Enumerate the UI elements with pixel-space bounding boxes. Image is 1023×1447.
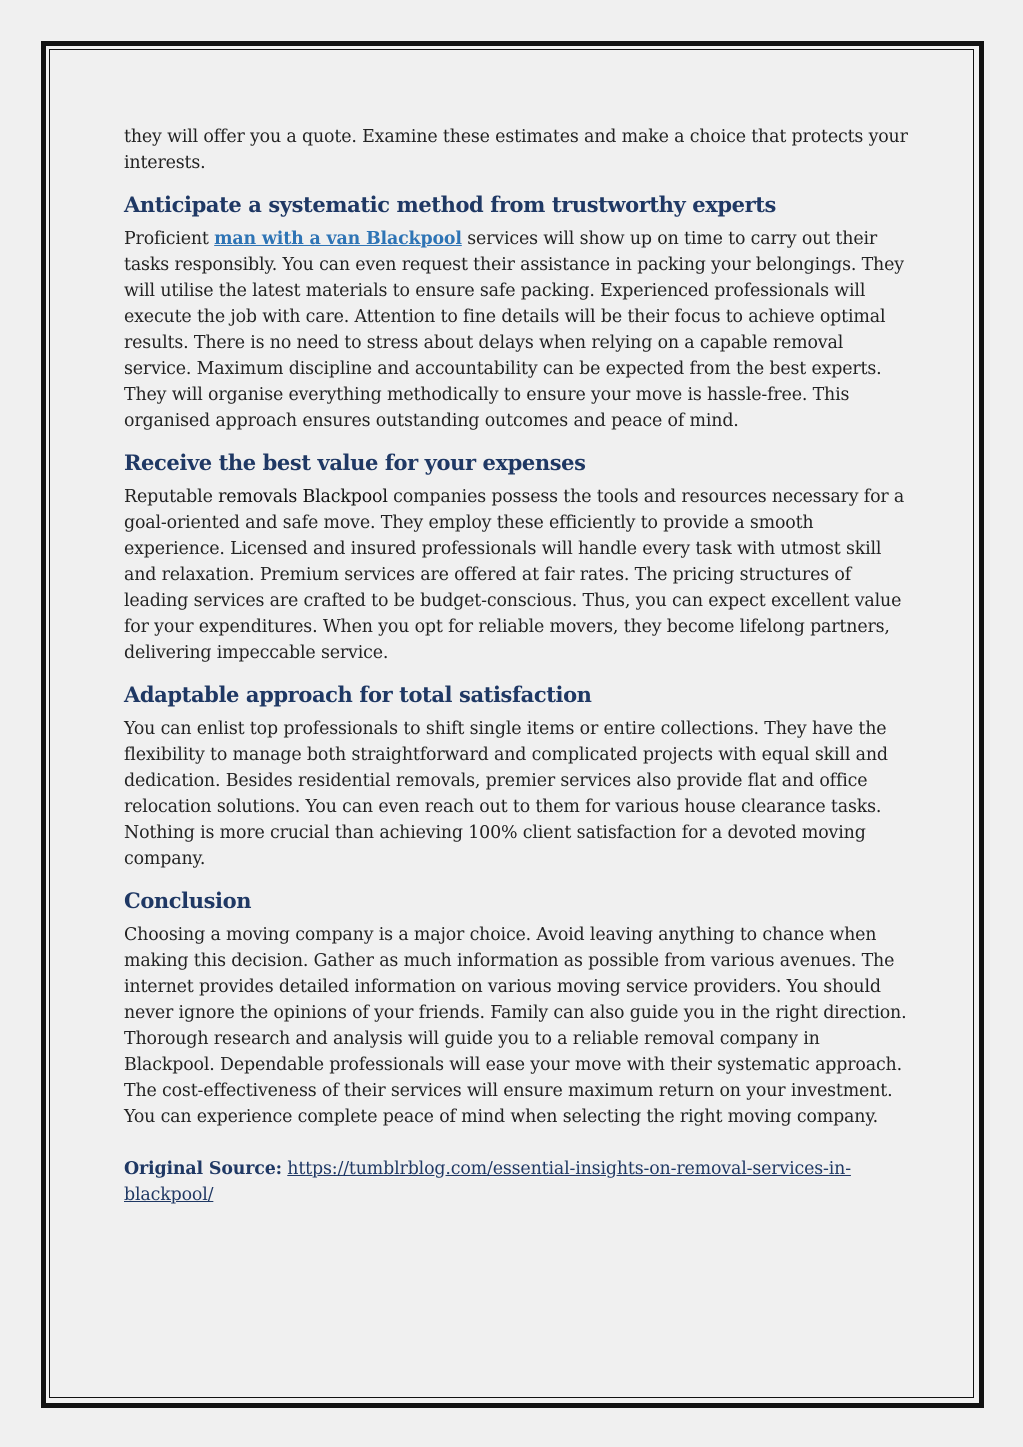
original-source-link[interactable]: https://tumblrblog.com/essential-insights-on-removal-services-in-blackpool/: [124, 1159, 851, 1205]
paragraph-lead-text: Proficient: [124, 229, 215, 249]
section-heading-best-value: Receive the best value for your expenses: [124, 450, 586, 475]
paragraph-body-text: companies possess the tools and resources necessary for a goal-oriented and safe move. They employ these efficiently to provide a smooth experience. Licensed and insured professionals will handle every task with utmost skill and relaxation. Premium services are offered at fair rates. The pricing structures of leading services are crafted to be budget-conscious. Thus, you can expect excellent value for your expenditures. When you opt for reliable movers, they become lifelong partners, delivering impeccable service.: [124, 487, 905, 663]
section-heading-adaptable-approach: Adaptable approach for total satisfaction: [124, 682, 592, 707]
section-paragraph-systematic-method: [124, 226, 914, 434]
man-with-a-van-link[interactable]: man with a van Blackpool: [214, 229, 462, 249]
section-paragraph-conclusion: Choosing a moving company is a major choice. Avoid leaving anything to chance when making this decision. Gather as much information as possible from various avenues. The internet provides detailed information on various moving service providers. You should never ignore the opinions of your friends. Family can also guide you in the right direction. Thorough research and analysis will guide you to a reliable removal company in Blackpool. Dependable professionals will ease your move with their systematic approach. The cost-effectiveness of their services will ensure maximum return on your investment. You can experience complete peace of mind when selecting the right moving company.: [124, 925, 907, 1127]
section-heading-systematic-method: Anticipate a systematic method from trustworthy experts: [124, 192, 776, 217]
document-content: [124, 124, 914, 1208]
section-heading-conclusion: Conclusion: [124, 888, 252, 913]
section-paragraph-best-value: [124, 484, 914, 666]
section-paragraph-adaptable-approach: You can enlist top professionals to shift single items or entire collections. They have the flexibility to manage both straightforward and complicated projects with equal skill and dedication. Besides residential removals, premier services also provide flat and office relocation solutions. You can even reach out to them for various house clearance tasks. Nothing is more crucial than achieving 100% client satisfaction for a devoted moving company.: [124, 719, 888, 869]
removals-blackpool-keyword: removals Blackpool: [218, 487, 388, 507]
original-source-label: Original Source:: [124, 1159, 282, 1179]
original-source-line: [124, 1156, 914, 1208]
paragraph-body-text: services will show up on time to carry out their tasks responsibly. You can even request their assistance in packing your belongings. They will utilise the latest materials to ensure safe packing. Experienced professionals will execute the job with care. Attention to fine details will be their focus to achieve optimal results. There is no need to stress about delays when relying on a capable removal service. Maximum discipline and accountability can be expected from the best experts. They will organise everything methodically to ensure your move is hassle-free. This organised approach ensures outstanding outcomes and peace of mind.: [124, 229, 904, 431]
paragraph-lead-text: Reputable: [124, 487, 219, 507]
intro-paragraph: they will offer you a quote. Examine these estimates and make a choice that protects your interests.: [124, 127, 908, 173]
